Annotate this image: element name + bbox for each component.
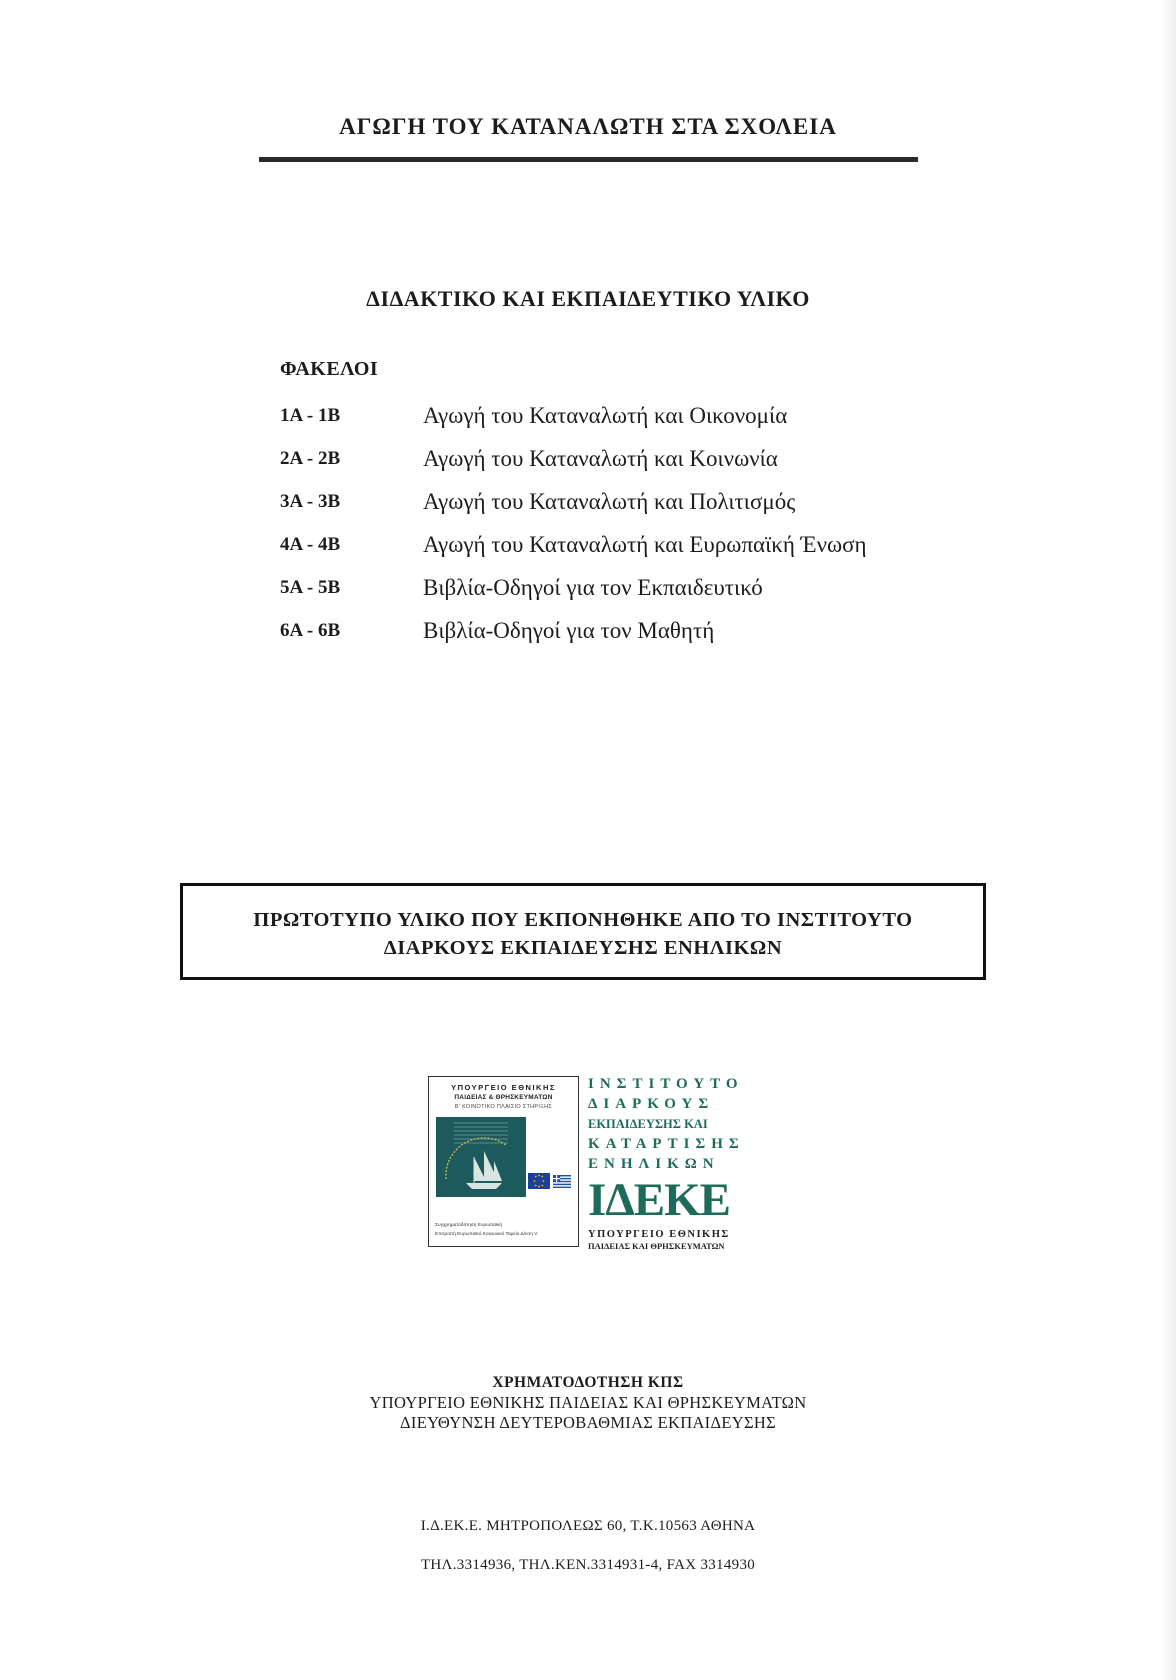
- folder-description: Βιβλία-Οδηγοί για τον Μαθητή: [423, 617, 715, 643]
- ministry-logo-line-3: Β' ΚΟΙΝΟΤΙΚΟ ΠΛΑΙΣΙΟ ΣΤΗΡΙΞΗΣ: [454, 1104, 553, 1110]
- folder-row: [280, 480, 980, 523]
- folder-list: [280, 394, 980, 652]
- ministry-logo-footer-2: Επιτροπή Ευρωπαϊκό Κοινωνικό Ταμείο Δ/νση V: [435, 1232, 538, 1237]
- ideke-logo-line-5: ΕΝΗΛΙΚΩΝ: [588, 1156, 720, 1172]
- folder-row: [280, 523, 980, 566]
- folder-code: 3Α - 3Β: [280, 490, 341, 512]
- folder-row: [280, 566, 980, 609]
- funding-line-2: ΔΙΕΥΘΥΝΣΗ ΔΕΥΤΕΡΟΒΑΘΜΙΑΣ ΕΚΠΑΙΔΕΥΣΗΣ: [400, 1413, 776, 1432]
- folder-code: 2Α - 2Β: [280, 447, 341, 469]
- folder-description: Αγωγή του Καταναλωτή και Οικονομία: [423, 402, 788, 428]
- funding-block: [0, 1373, 1176, 1433]
- folder-code: 1Α - 1Β: [280, 404, 341, 426]
- ideke-ministry-line-1: ΥΠΟΥΡΓΕΙΟ ΕΘΝΙΚΗΣ: [588, 1229, 730, 1240]
- folder-code: 5Α - 5Β: [280, 576, 341, 598]
- folder-row: [280, 394, 980, 437]
- header-divider: [259, 157, 918, 162]
- ministry-logo-line-2: ΠΑΙΔΕΙΑΣ & ΘΡΗΣΚΕΥΜΑΤΩΝ: [454, 1094, 553, 1101]
- credit-line-1: ΠΡΩΤΟΤΥΠΟ ΥΛΙΚΟ ΠΟΥ ΕΚΠΟΝΗΘΗΚΕ ΑΠΟ ΤΟ ΙΝΣΤΙΤΟΥΤΟ: [253, 909, 913, 931]
- ideke-acronym: ΙΔΕΚΕ: [588, 1174, 731, 1226]
- ideke-logo-line-2: ΔΙΑΡΚΟΥΣ: [588, 1096, 715, 1112]
- ministry-logo-line-1: ΥΠΟΥΡΓΕΙΟ ΕΘΝΙΚΗΣ: [451, 1083, 556, 1092]
- folder-description: Βιβλία-Οδηγοί για τον Εκπαιδευτικό: [423, 574, 763, 600]
- ideke-logo: [588, 1074, 748, 1251]
- folder-row: [280, 437, 980, 480]
- credit-box: [180, 883, 986, 980]
- funding-title: ΧΡΗΜΑΤΟΔΟΤΗΣΗ ΚΠΣ: [492, 1374, 684, 1391]
- folder-code: 6Α - 6Β: [280, 619, 341, 641]
- ministry-logo: [428, 1076, 579, 1247]
- contact-phones: ΤΗΛ.3314936, ΤΗΛ.ΚΕΝ.3314931-4, FAX 3314930: [420, 1557, 756, 1573]
- folder-description: Αγωγή του Καταναλωτή και Κοινωνία: [423, 445, 778, 471]
- folder-description: Αγωγή του Καταναλωτή και Πολιτισμός: [423, 488, 796, 514]
- ideke-logo-line-1: ΙΝΣΤΙΤΟΥΤΟ: [588, 1076, 744, 1092]
- credit-line-2: ΔΙΑΡΚΟΥΣ ΕΚΠΑΙΔΕΥΣΗΣ ΕΝΗΛΙΚΩΝ: [383, 937, 783, 959]
- folders-label: ΦΑΚΕΛΟΙ: [280, 358, 379, 380]
- folder-description: Αγωγή του Καταναλωτή και Ευρωπαϊκή Ένωση: [423, 531, 867, 557]
- ideke-ministry-line-2: ΠΑΙΔΕΙΑΣ ΚΑΙ ΘΡΗΣΚΕΥΜΑΤΩΝ: [588, 1241, 725, 1251]
- ministry-logo-footer-1: Συγχρηματοδότηση Ευρωπαϊκή: [435, 1223, 503, 1228]
- contact-address: Ι.Δ.ΕΚ.Ε. ΜΗΤΡΟΠΟΛΕΩΣ 60, Τ.Κ.10563 ΑΘΗΝΑ: [420, 1518, 756, 1534]
- section-title: ΔΙΔΑΚΤΙΚΟ ΚΑΙ ΕΚΠΑΙΔΕΥΤΙΚΟ ΥΛΙΚΟ: [366, 286, 810, 311]
- funding-line-1: ΥΠΟΥΡΓΕΙΟ ΕΘΝΙΚΗΣ ΠΑΙΔΕΙΑΣ ΚΑΙ ΘΡΗΣΚΕΥΜΑΤΩΝ: [369, 1393, 807, 1412]
- ideke-logo-line-3: ΕΚΠΑΙΔΕΥΣΗΣ ΚΑΙ: [588, 1117, 708, 1131]
- folder-row: [280, 609, 980, 652]
- ship-emblem-icon: [436, 1117, 572, 1197]
- header-title: ΑΓΩΓΗ ΤΟΥ ΚΑΤΑΝΑΛΩΤΗ ΣΤΑ ΣΧΟΛΕΙΑ: [339, 114, 837, 139]
- ideke-logo-line-4: ΚΑΤΑΡΤΙΣΗΣ: [588, 1136, 745, 1152]
- folder-code: 4Α - 4Β: [280, 533, 341, 555]
